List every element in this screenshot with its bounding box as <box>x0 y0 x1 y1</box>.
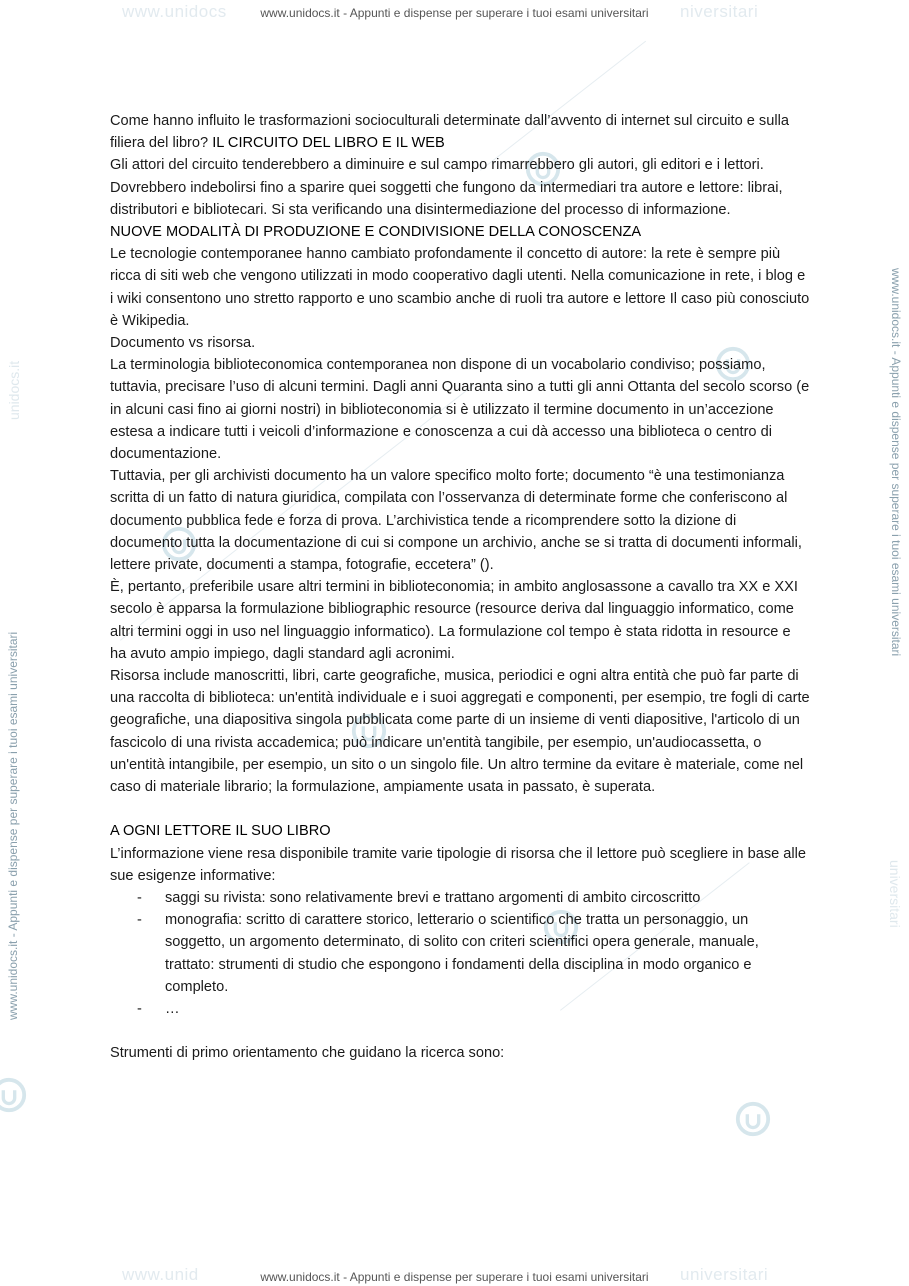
blank-line <box>110 1020 810 1042</box>
paragraph: La terminologia biblioteconomica contemporanea non dispone di un vocabolario condiviso; possiamo, tuttavia, precisare l’uso di alcuni termini. Dagli anni Quaranta sino a tutti gli anni Ottanta del secolo scorso (e in alcuni casi fino ai giorni nostri) in biblioteconomia si è utilizzato il termine documento in un’accezione estesa a indicare tutti i veicoli d’informazione e conoscenza a cui dà accesso una biblioteca o centro di documentazione. <box>110 357 810 463</box>
side-watermark-ghost-right: universitari <box>887 860 903 928</box>
section-heading: NUOVE MODALITÀ DI PRODUZIONE E CONDIVISIONE DELLA CONOSCENZA <box>110 224 642 241</box>
paragraph: Gli attori del circuito tenderebbero a diminuire e sul campo rimarrebbero gli autori, gli editori e i lettori. Dovrebbero indebolirsi fino a sparire quei soggetti che fungono da intermediari tra autore e lettore: librai, distributori e bibliotecari. Si sta verificando una disintermediazione del processo di informazione. <box>110 157 783 218</box>
unidocs-logo-icon <box>0 1076 28 1114</box>
list-item <box>137 909 810 998</box>
list-marker: - <box>137 912 142 929</box>
watermark-ghost: universitari <box>680 1265 769 1284</box>
paragraph: Strumenti di primo orientamento che guidano la ricerca sono: <box>110 1045 505 1062</box>
list-item <box>137 887 810 909</box>
paragraph: Le tecnologie contemporanee hanno cambiato profondamente il concetto di autore: la rete è sempre più ricca di siti web che vengono utilizzati in modo cooperativo dagli utenti. Nella comunicazione in rete, i blog e i wiki consentono uno stretto rapporto e uno scambio anche di ruoli tra autore e lettore Il caso più conosciuto è Wikipedia. <box>110 246 810 329</box>
watermark-ghost: niversitari <box>680 2 759 21</box>
paragraph: Risorsa include manoscritti, libri, carte geografiche, musica, periodici e ogni altra entità che può far parte di una raccolta di biblioteca: un'entità individuale e i suoi aggregati e componenti, per esempio, tre fogli di carte geografiche, una diapositiva singola pubblicata come parte di un insieme di venti diapositive, l'articolo di un fascicolo di una rivista accademica; può indicare un'entità tangibile, per esempio, un'audiocassetta, o un'entità intangibile, per esempio, un sito o un singolo file. Un altro termine da evitare è materiale, come nel caso di materiale librario; la formulazione, ampiamente usata in passato, è superata. <box>110 668 810 796</box>
list-marker: - <box>137 889 142 906</box>
header-watermark: www.unidocs.it - Appunti e dispense per superare i tuoi esami universitari <box>260 6 649 20</box>
blank-line <box>110 798 810 820</box>
section-heading: A OGNI LETTORE IL SUO LIBRO <box>110 823 331 840</box>
side-watermark-right: www.unidocs.it - Appunti e dispense per superare i tuoi esami universitari <box>889 268 903 657</box>
paragraph: L’informazione viene resa disponibile tramite varie tipologie di risorsa che il lettore può scegliere in base alle sue esigenze informative: <box>110 845 807 884</box>
list-item <box>137 998 810 1020</box>
footer-watermark: www.unidocs.it - Appunti e dispense per superare i tuoi esami universitari <box>260 1270 649 1284</box>
list-item-text: … <box>165 1000 180 1017</box>
dash-list <box>110 887 810 1020</box>
side-watermark-ghost-left: unidocs.it <box>6 360 22 420</box>
section-heading: IL CIRCUITO DEL LIBRO E IL WEB <box>212 135 445 152</box>
document-body <box>110 110 810 1064</box>
paragraph: Documento vs risorsa. <box>110 335 256 352</box>
side-watermark-left: www.unidocs.it - Appunti e dispense per superare i tuoi esami universitari <box>6 631 20 1020</box>
paragraph: Tuttavia, per gli archivisti documento ha un valore specifico molto forte; documento “è una testimonianza scritta di un fatto di natura giuridica, compilata con l’osservanza di determinate forme che conferiscono al documento pubblica fede e forza di prova. L’archivistica tende a ricomprendere sotto la dizione di documento tutta la documentazione di cui si compone un archivio, anche se si tratta di documenti informali, lettere private, documenti a stampa, fotografie, eccetera” (). <box>110 468 802 574</box>
paragraph <box>110 110 810 154</box>
list-marker: - <box>137 1000 142 1017</box>
watermark-ghost: www.unidocs <box>122 2 227 21</box>
list-item-text: monografia: scritto di carattere storico, letterario o scientifico che tratta un personaggio, un soggetto, un argomento determinato, di solito con criteri scientifici opera generale, manuale, trattato: strumenti di studio che espongono i fondamenti della disciplina in modo organico e completo. <box>165 912 759 995</box>
unidocs-logo-icon <box>734 1100 772 1138</box>
watermark-ghost: www.unid <box>122 1265 199 1284</box>
list-item-text: saggi su rivista: sono relativamente brevi e trattano argomenti di ambito circoscritto <box>165 889 701 906</box>
paragraph: È, pertanto, preferibile usare altri termini in biblioteconomia; in ambito anglosassone a cavallo tra XX e XXI secolo è apparsa la formulazione bibliographic resource (resource deriva dal linguaggio informatico, come altri termini oggi in uso nel linguaggio informatico). La formulazione col tempo è stata ridotta in resource e ha avuto ampio impiego, dagli standard agli acronimi. <box>110 579 798 662</box>
paragraph-text: Come hanno influito le trasformazioni socioculturali determinate dall’avvento di internet sul circuito e sulla filiera del libro? <box>110 113 789 152</box>
